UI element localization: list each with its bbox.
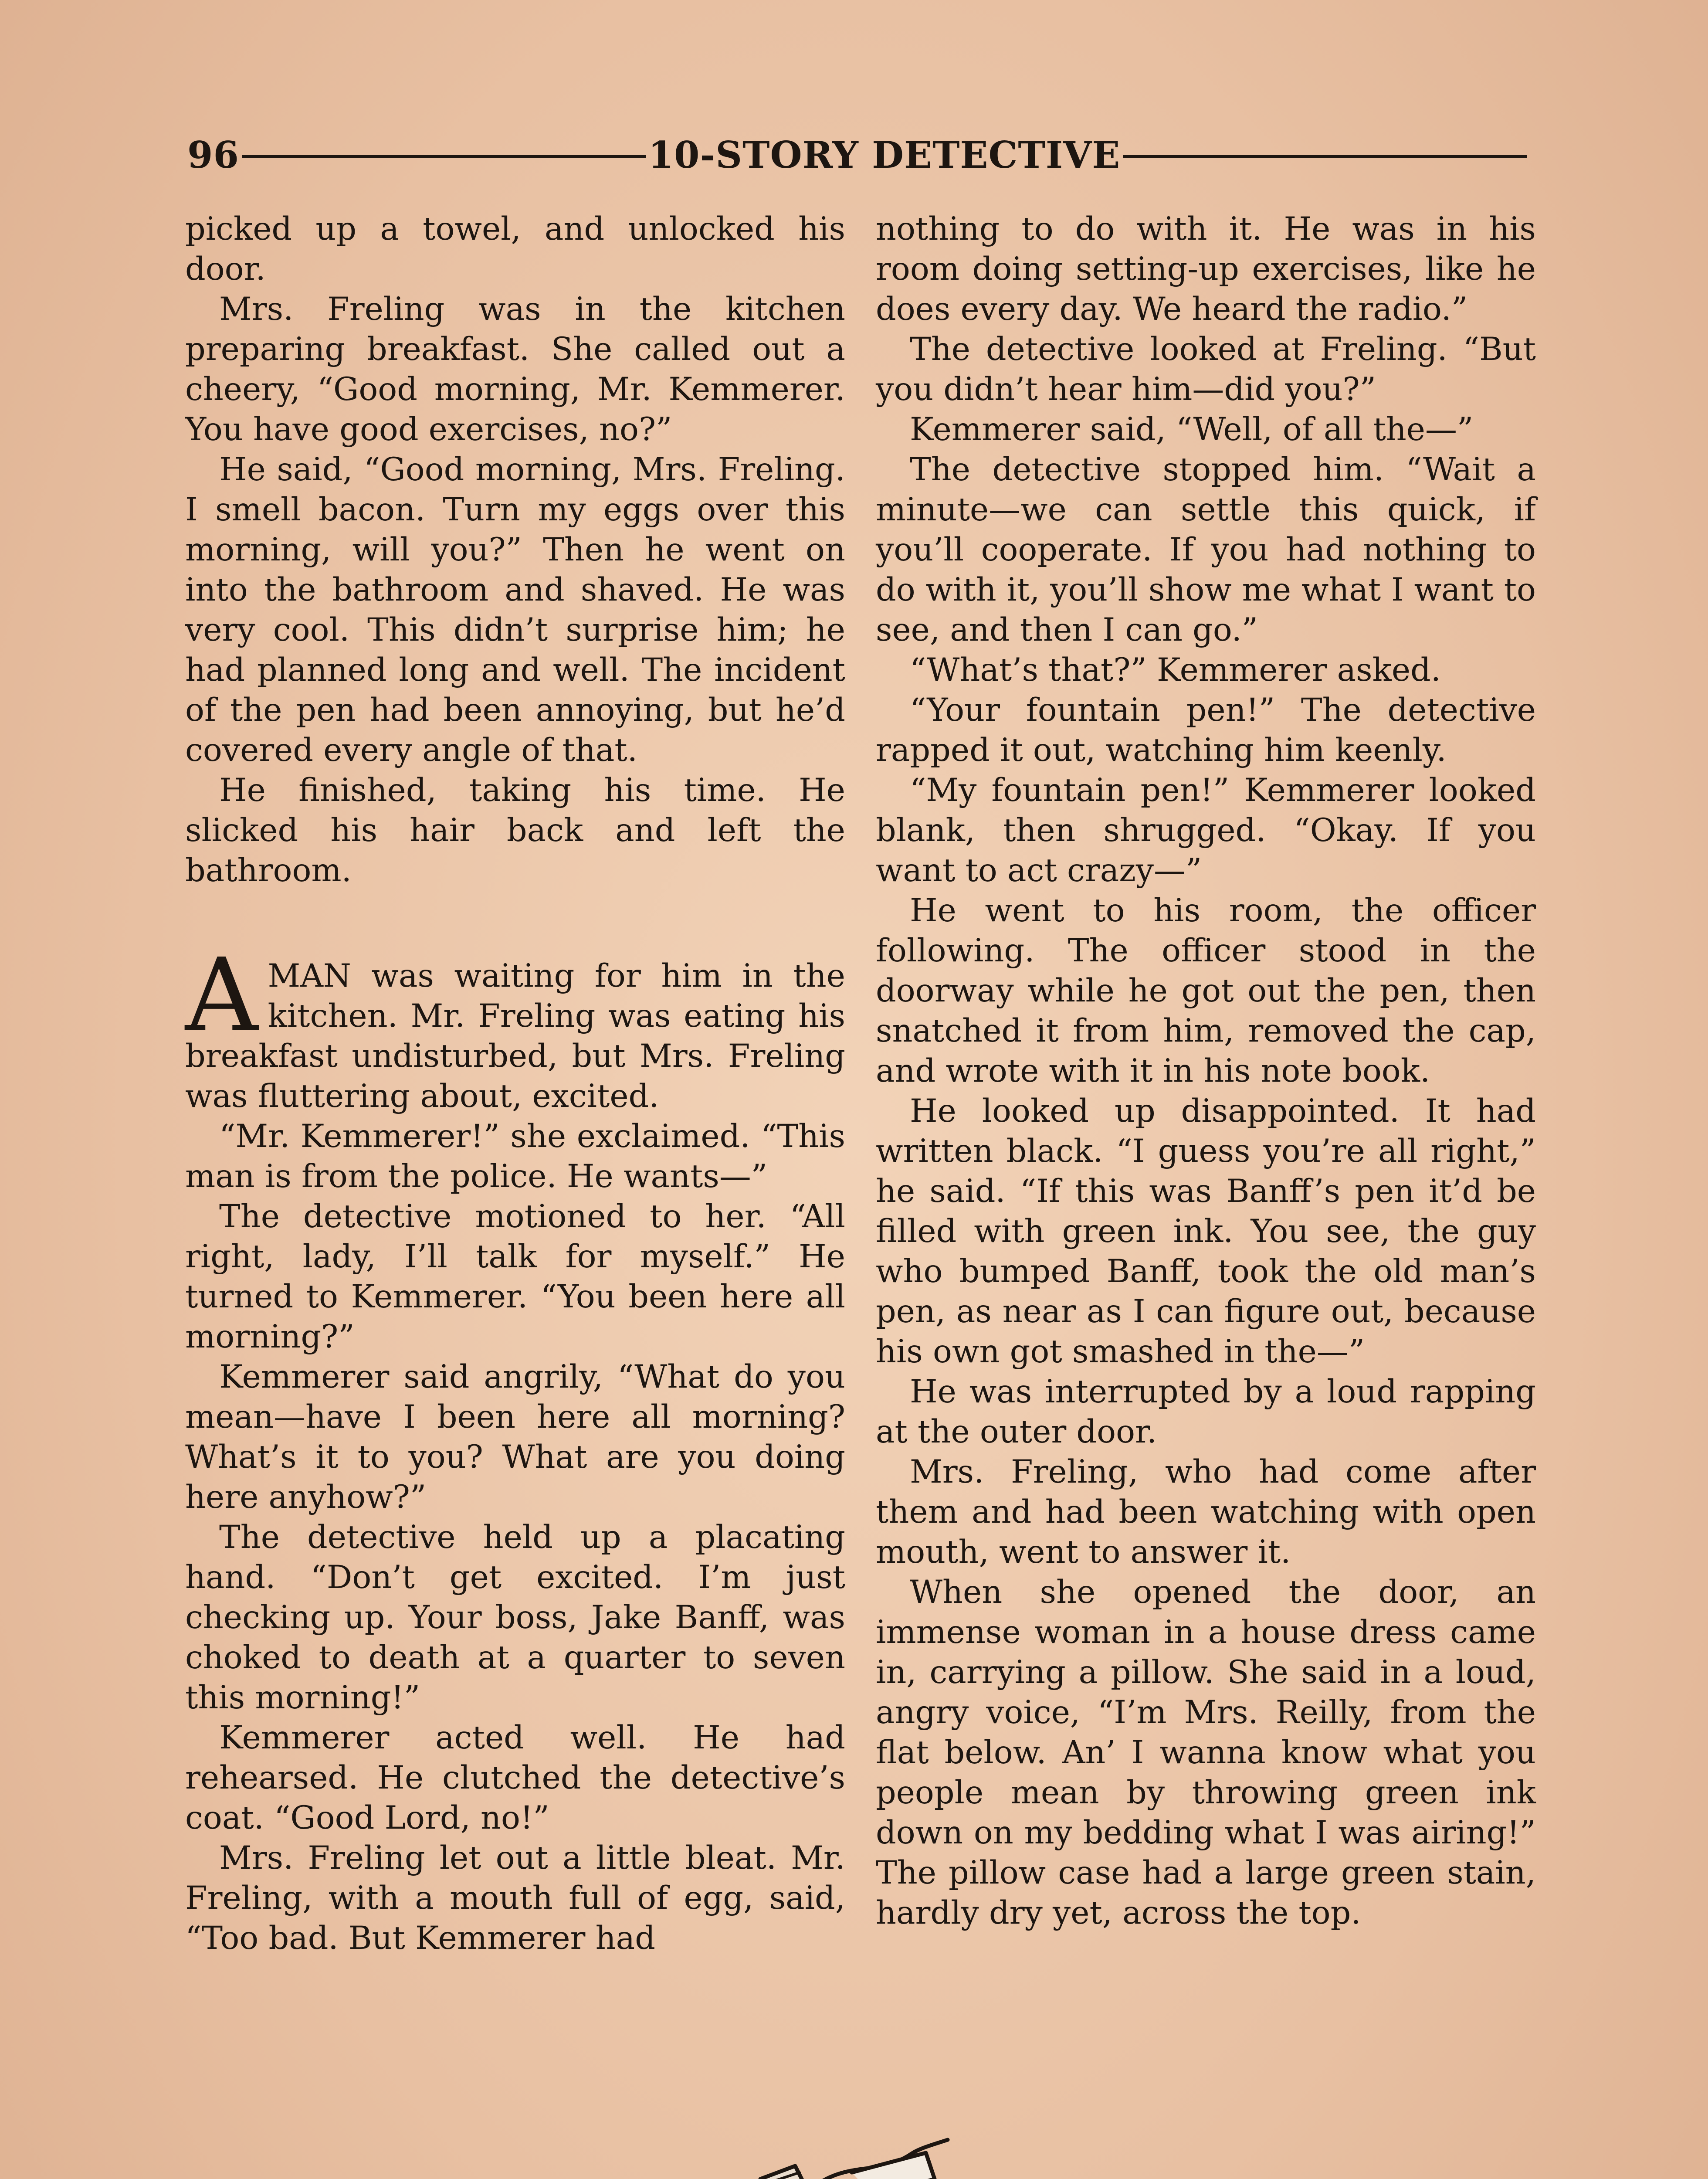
drop-cap: A xyxy=(185,937,258,1054)
paragraph: The detective motioned to her. “All right, lady, I’ll talk for myself.” He turned to Kemmerer. “You been here all morning?” xyxy=(185,1198,845,1355)
header-rule-right xyxy=(1123,155,1527,158)
paragraph: “My fountain pen!” Kemmerer looked blank, then shrugged. “Okay. If you want to act crazy—” xyxy=(876,772,1536,889)
paragraph: Mrs. Freling, who had come after them and had been watching with open mouth, went to answer it. xyxy=(876,1453,1536,1571)
paragraph: Mrs. Freling let out a little bleat. Mr. Freling, with a mouth full of egg, said, “Too bad. But Kemmerer had xyxy=(185,1840,845,1957)
paragraph: Kemmerer acted well. He had rehearsed. He clutched the detective’s coat. “Good Lord, no!” xyxy=(185,1719,845,1836)
left-column xyxy=(185,209,845,1958)
paragraph: He looked up disappointed. It had written black. “I guess you’re all right,” he said. “If this was Banff’s pen it’d be filled with green ink. You see, the guy who bumped Banff, took the old man’s pen, as near as I can figure out, because his own got smashed in the—” xyxy=(876,1093,1536,1370)
paragraph: The detective looked at Freling. “But you didn’t hear him—did you?” xyxy=(876,331,1536,408)
paragraph: He went to his room, the officer following. The officer stood in the doorway while he got out the pen, then snatched it from him, removed the cap, and wrote with it in his note book. xyxy=(876,892,1536,1090)
paragraph: “Mr. Kemmerer!” she exclaimed. “This man is from the police. He wants—” xyxy=(185,1118,845,1195)
paragraph: He said, “Good morning, Mrs. Freling. I smell bacon. Turn my eggs over this morning, will you?” Then he went on into the bathroom and shaved. He was very cool. This didn’t surprise him; he had planned long and well. The incident of the pen had been annoying, but he’d covered every angle of that. xyxy=(185,451,845,769)
running-header xyxy=(187,126,1529,183)
paragraph: The detective held up a placating hand. “Don’t get excited. I’m just checking up. Your boss, Jake Banff, was choked to death at a quarter to seven this morning!” xyxy=(185,1519,845,1716)
paragraph: “Your fountain pen!” The detective rapped it out, watching him keenly. xyxy=(876,692,1536,769)
page-number: 96 xyxy=(187,133,239,176)
paragraph: When she opened the door, an immense woman in a house dress came in, carrying a pillow. She said in a loud, angry voice, “I’m Mrs. Reilly, from the flat below. An’ I wanna know what you people mean by throwing green ink down on my bedding what I was airing!” The pillow case had a large green stain, hardly dry yet, across the top. xyxy=(876,1574,1536,1931)
paragraph: He finished, taking his time. He slicked his hair back and left the bathroom. xyxy=(185,772,845,889)
hands-with-pen-icon xyxy=(743,2127,969,2179)
right-column xyxy=(876,209,1536,1933)
paragraph: nothing to do with it. He was in his room doing setting-up exercises, like he does every day. We heard the radio.” xyxy=(876,210,1536,328)
paragraph: The detective stopped him. “Wait a minute—we can settle this quick, if you’ll cooperate. If you had nothing to do with it, you’ll show me what I want to see, and then I can go.” xyxy=(876,451,1536,648)
paragraph: Mrs. Freling was in the kitchen preparing breakfast. She called out a cheery, “Good morning, Mr. Kemmerer. You have good exercises, no?” xyxy=(185,291,845,448)
paragraph: picked up a towel, and unlocked his door. xyxy=(185,210,845,288)
paragraph: Kemmerer said, “Well, of all the—” xyxy=(910,411,1474,448)
paragraph: “What’s that?” Kemmerer asked. xyxy=(910,652,1441,689)
section-opening-paragraph xyxy=(185,937,845,1117)
section-opening-text: MAN was waiting for him in the kitchen. Mr. Freling was eating his breakfast undisturbed, but Mrs. Freling was fluttering about, excited. xyxy=(185,957,845,1115)
paragraph: He was interrupted by a loud rapping at the outer door. xyxy=(876,1373,1536,1450)
header-rule-left xyxy=(242,155,646,158)
magazine-title: 10-STORY DETECTIVE xyxy=(648,133,1121,176)
paragraph: Kemmerer said angrily, “What do you mean—have I been here all morning? What’s it to you? What are you doing here anyhow?” xyxy=(185,1358,845,1516)
